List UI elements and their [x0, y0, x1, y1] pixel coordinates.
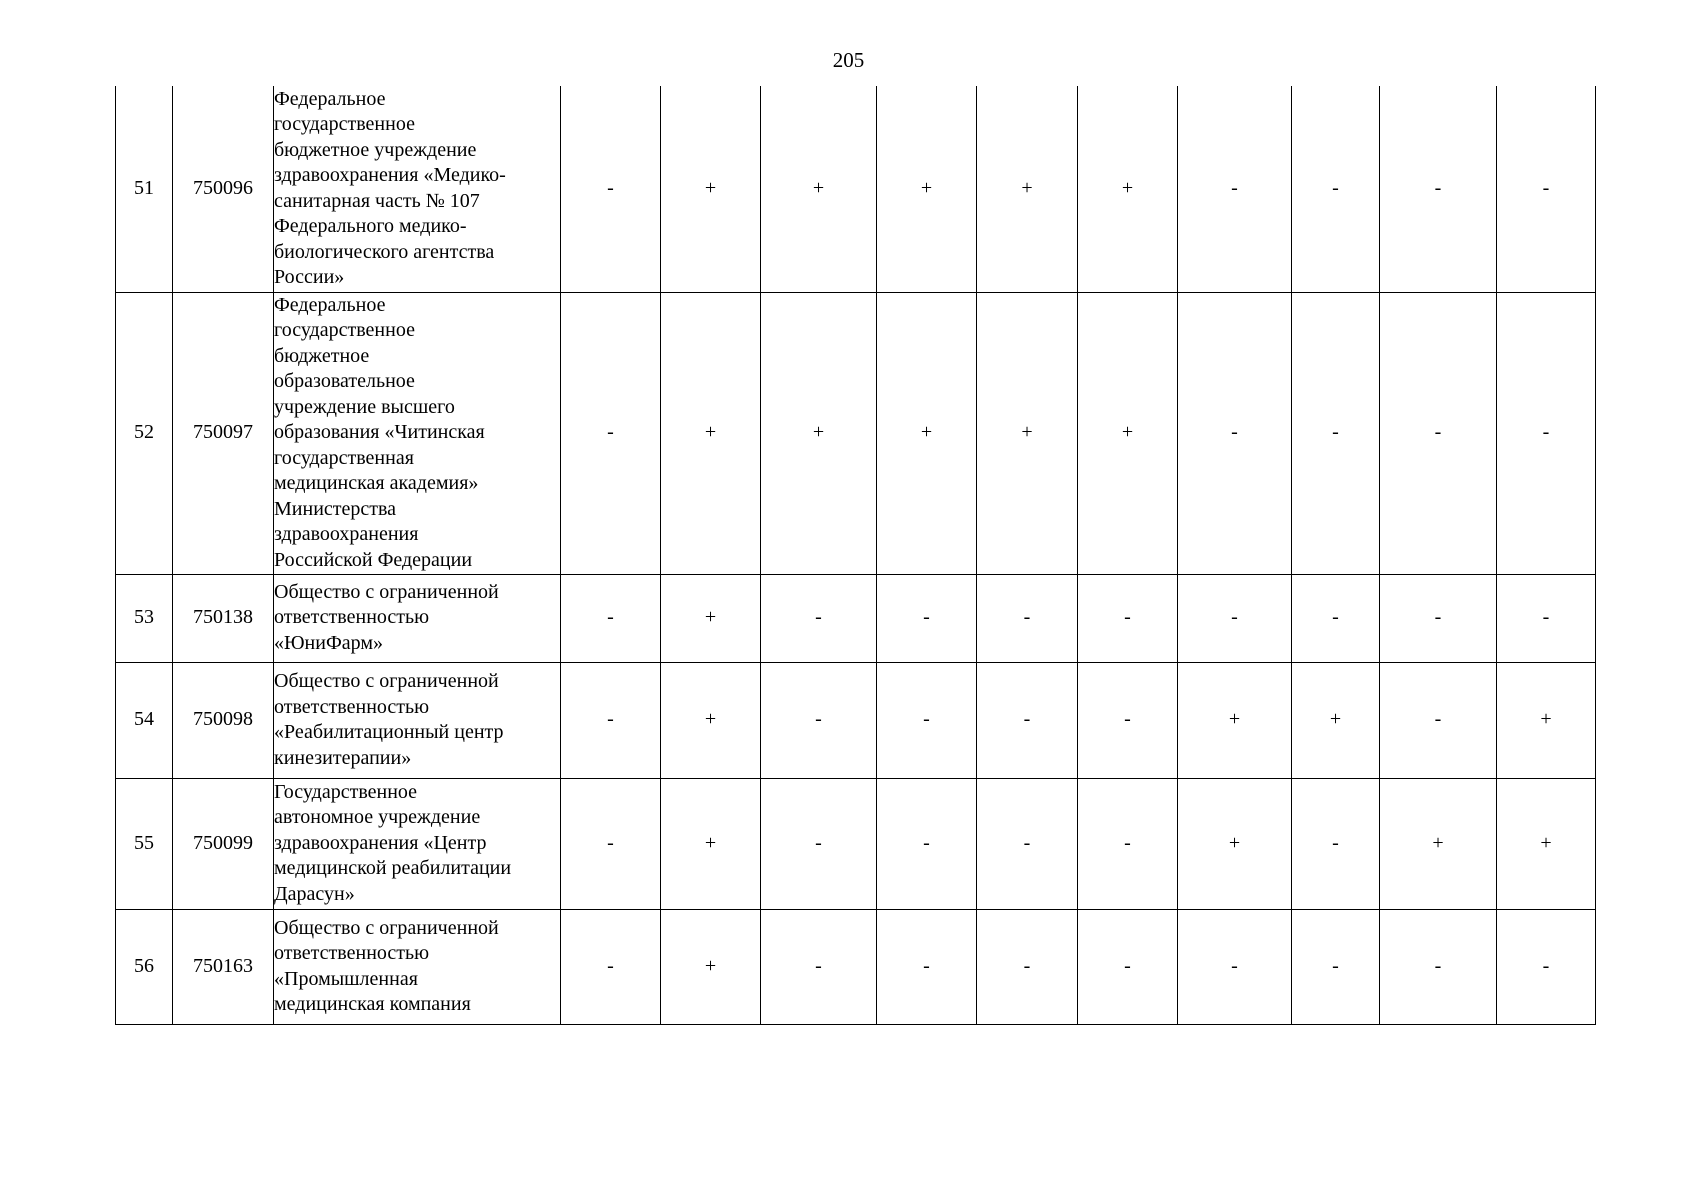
- mark-cell: -: [877, 778, 977, 909]
- table-row: [116, 574, 1596, 662]
- registry-code: 750163: [173, 909, 274, 1024]
- mark-cell: +: [977, 86, 1078, 292]
- mark-cell: -: [1178, 292, 1292, 574]
- mark-cell: -: [761, 909, 877, 1024]
- mark-cell: +: [661, 909, 761, 1024]
- mark-cell: -: [877, 909, 977, 1024]
- mark-cell: +: [1078, 86, 1178, 292]
- mark-cell: -: [1178, 86, 1292, 292]
- table-row: [116, 909, 1596, 1024]
- mark-cell: -: [1078, 909, 1178, 1024]
- organization-name: Общество с ограниченной ответственностью «Промышленная медицинская компания: [274, 909, 561, 1024]
- row-number: 56: [116, 909, 173, 1024]
- mark-cell: +: [1497, 778, 1596, 909]
- mark-cell: -: [1380, 662, 1497, 778]
- mark-cell: +: [761, 292, 877, 574]
- mark-cell: -: [561, 662, 661, 778]
- mark-cell: +: [1292, 662, 1380, 778]
- mark-cell: +: [1497, 662, 1596, 778]
- registry-code: 750097: [173, 292, 274, 574]
- mark-cell: -: [561, 909, 661, 1024]
- mark-cell: -: [1380, 574, 1497, 662]
- mark-cell: -: [877, 662, 977, 778]
- mark-cell: -: [1497, 909, 1596, 1024]
- mark-cell: -: [561, 778, 661, 909]
- mark-cell: -: [561, 292, 661, 574]
- mark-cell: -: [561, 86, 661, 292]
- organization-name: Федеральное государственное бюджетное образовательное учреждение высшего образования «Читинская государственная медицинская академия» Министерства здравоохранения Российской Федерации: [274, 292, 561, 574]
- registry-code: 750138: [173, 574, 274, 662]
- mark-cell: -: [561, 574, 661, 662]
- row-number: 53: [116, 574, 173, 662]
- mark-cell: -: [877, 574, 977, 662]
- table-row: [116, 662, 1596, 778]
- mark-cell: -: [1078, 662, 1178, 778]
- table-row: [116, 778, 1596, 909]
- mark-cell: -: [977, 778, 1078, 909]
- table-row: [116, 292, 1596, 574]
- organization-name: Государственное автономное учреждение здравоохранения «Центр медицинской реабилитации Дарасун»: [274, 778, 561, 909]
- mark-cell: -: [1078, 574, 1178, 662]
- mark-cell: -: [1380, 292, 1497, 574]
- registry-code: 750099: [173, 778, 274, 909]
- row-number: 51: [116, 86, 173, 292]
- mark-cell: -: [1292, 574, 1380, 662]
- mark-cell: -: [977, 909, 1078, 1024]
- row-number: 52: [116, 292, 173, 574]
- mark-cell: -: [1497, 86, 1596, 292]
- mark-cell: +: [661, 778, 761, 909]
- page-number: 205: [832, 48, 865, 72]
- organization-name: Общество с ограниченной ответственностью «Реабилитационный центр кинезитерапии»: [274, 662, 561, 778]
- mark-cell: -: [1078, 778, 1178, 909]
- mark-cell: +: [1178, 778, 1292, 909]
- registry-code: 750098: [173, 662, 274, 778]
- mark-cell: -: [977, 662, 1078, 778]
- mark-cell: -: [1178, 574, 1292, 662]
- mark-cell: +: [661, 292, 761, 574]
- mark-cell: -: [1497, 292, 1596, 574]
- organization-name: Общество с ограниченной ответственностью «ЮниФарм»: [274, 574, 561, 662]
- table-row: [116, 86, 1596, 292]
- row-number: 55: [116, 778, 173, 909]
- mark-cell: -: [977, 574, 1078, 662]
- mark-cell: +: [1380, 778, 1497, 909]
- row-number: 54: [116, 662, 173, 778]
- mark-cell: -: [1292, 292, 1380, 574]
- mark-cell: +: [661, 86, 761, 292]
- mark-cell: +: [1078, 292, 1178, 574]
- mark-cell: +: [877, 292, 977, 574]
- mark-cell: +: [761, 86, 877, 292]
- mark-cell: +: [977, 292, 1078, 574]
- mark-cell: +: [877, 86, 977, 292]
- mark-cell: -: [1292, 778, 1380, 909]
- mark-cell: -: [1380, 909, 1497, 1024]
- mark-cell: +: [1178, 662, 1292, 778]
- mark-cell: -: [1497, 574, 1596, 662]
- mark-cell: +: [661, 662, 761, 778]
- organizations-table: [115, 86, 1596, 1025]
- mark-cell: +: [661, 574, 761, 662]
- mark-cell: -: [1380, 86, 1497, 292]
- mark-cell: -: [1292, 909, 1380, 1024]
- organization-name: Федеральное государственное бюджетное учреждение здравоохранения «Медико- санитарная часть № 107 Федерального медико- биологического агентства России»: [274, 86, 561, 292]
- mark-cell: -: [1292, 86, 1380, 292]
- mark-cell: -: [761, 574, 877, 662]
- mark-cell: -: [761, 662, 877, 778]
- registry-code: 750096: [173, 86, 274, 292]
- mark-cell: -: [761, 778, 877, 909]
- mark-cell: -: [1178, 909, 1292, 1024]
